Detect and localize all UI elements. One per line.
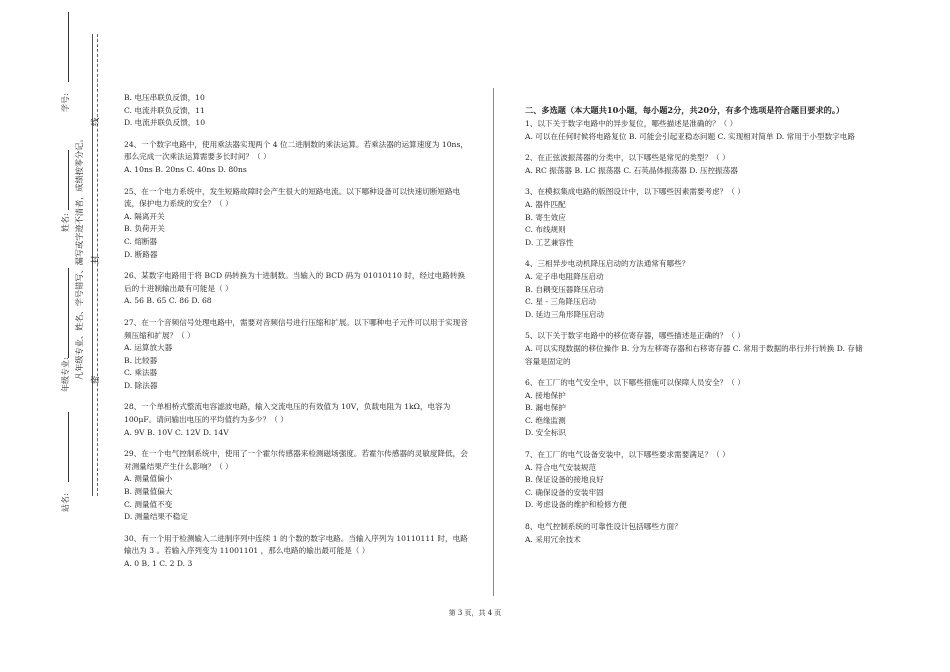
name-field-line: [68, 150, 69, 210]
binding-instruction: 凡年级专业、姓名、学号错写、漏写或字迹不清者，成绩按零分记。: [74, 134, 84, 380]
answer-option: C. 绝缘监测: [525, 415, 566, 425]
binding-dashed-line: [97, 34, 98, 496]
answer-option: C. 乘法器: [124, 368, 158, 378]
question-stem: 8、电气控制系统的可靠性设计包括哪些方面？: [525, 522, 682, 532]
answer-option: A. 9V B. 10V C. 12V D. 14V: [124, 427, 229, 437]
question-stem: 26、某数字电路用于将 BCD 码转换为十进制数。当输入的 BCD 码为 01010110 时，经过电路转换后的十进制输出最有可能是（ ）: [124, 271, 466, 293]
question-stem: 3、在模拟集成电路的版图设计中，以下哪些因素需要考虑？（ ）: [525, 187, 745, 197]
answer-option: A. 隔离开关: [124, 211, 165, 221]
seal-xian: 线: [91, 117, 101, 126]
spacer: [124, 392, 472, 401]
answer-option: B. 比较器: [124, 355, 158, 365]
answer-option: A. 定子串电阻降压启动: [525, 271, 604, 281]
school-label: 站名:: [61, 493, 70, 512]
answer-option: C. 电流并联负反馈，11: [124, 105, 205, 115]
answer-option: B. 漏电保护: [525, 403, 566, 413]
student-id-field-line: [68, 12, 69, 82]
answer-option: A. 运算放大器: [124, 343, 173, 353]
answer-option: A. 接地保护: [525, 390, 566, 400]
question-stem: 2、在正弦波振荡器的分类中，以下哪些是常见的类型？（ ）: [525, 153, 730, 163]
spacer: [124, 261, 472, 270]
answer-option: D. 电流并联负反馈，10: [124, 118, 206, 128]
answer-option: C. 熔断器: [124, 236, 158, 246]
spacer: [525, 512, 870, 521]
question-stem: 30、有一个用于检测输入二进制序列中连续 1 的个数的数字电路。当输入序列为 10110111 时，电路输出为 3 。若输入序列变为 11001101 ，那么电路的输出最可能是（ ）: [124, 533, 468, 556]
student-id-label: 学号:: [61, 93, 70, 112]
question-stem: 1、以下关于数字电路中的异步复位，哪些描述是准确的？（ ）: [525, 119, 738, 128]
answer-option: A. 可以在任何时候将电路复位 B. 可能会引起亚稳态问题 C. 实现相对简单 D. 常用于小型数字电路: [525, 131, 855, 141]
question-stem: 24、一个数字电路中，使用乘法器实现两个 4 位二进制数的乘法运算。若乘法器的运算速度为 10ns，那么完成一次乘法运算需要多长时间？（ ）: [124, 139, 468, 162]
answer-option: A. 10ns B. 20ns C. 40ns D. 80ns: [124, 164, 247, 174]
question-stem: 4、三相异步电动机降压启动的方法通常有哪些？: [525, 259, 690, 269]
spacer: [525, 177, 870, 186]
spacer: [124, 130, 472, 139]
page-footer: 第 3 页，共 4 页: [448, 609, 502, 617]
question-stem: 6、在工厂的电气安全中，以下哪些措施可以保障人员安全？（ ）: [525, 378, 745, 388]
answer-option: A. 可以实现数据的移位操作 B. 分为左移寄存器和右移寄存器 C. 常用于数据的串行并行转换 D. 存储容量是固定的: [525, 343, 863, 366]
name-label: 姓名:: [61, 213, 70, 232]
spacer: [525, 321, 870, 330]
answer-option: D. 考虑设备的维护和检修方便: [525, 500, 627, 510]
answer-option: A. 0 B. 1 C. 2 D. 3: [124, 559, 193, 568]
question-stem: 5、以下关于数字电路中的移位寄存器，哪些描述是正确的？（ ）: [525, 331, 745, 341]
answer-option: A. RC 振荡器 B. LC 振荡器 C. 石英晶体振荡器 D. 压控振荡器: [525, 165, 738, 175]
answer-option: D. 安全标识: [525, 428, 567, 438]
spacer: [124, 439, 472, 448]
spacer: [124, 308, 472, 317]
spacer: [525, 249, 870, 258]
answer-option: C. 测量值不变: [124, 499, 173, 509]
major-label: 年级专业:: [61, 357, 70, 392]
spacer: [124, 177, 472, 186]
question-stem: 25、在一个电力系统中，发生短路故障时会产生很大的短路电流。以下哪种设备可以快速切断短路电流，保护电力系统的安全？（ ）: [124, 186, 461, 209]
answer-option: B. 测量值偏大: [124, 487, 173, 497]
left-question-column: [124, 92, 472, 571]
answer-option: A. 采用冗余技术: [525, 534, 581, 544]
answer-option: C. 星 - 三角降压启动: [525, 297, 596, 307]
answer-option: B. 寄生效应: [525, 212, 566, 222]
answer-option: A. 测量值偏小: [124, 474, 173, 484]
answer-option: C. 确保设备的安装牢固: [525, 487, 604, 497]
seal-feng: 封: [91, 255, 101, 264]
answer-option: A. 符合电气安装规范: [525, 462, 597, 472]
answer-option: A. 56 B. 65 C. 86 D. 68: [124, 296, 212, 306]
answer-option: B. 保证设备的接地良好: [525, 475, 604, 485]
school-field-line: [68, 412, 69, 482]
answer-option: D. 工艺兼容性: [525, 237, 574, 247]
section-title: 二、多选题（本大题共10小题，每小题2分，共20分，有多个选项是符合题目要求的。）: [525, 105, 845, 115]
binding-solid-line: [92, 34, 93, 496]
question-stem: 7、在工厂的电气设备安装中，以下哪些要求需要满足？（ ）: [525, 450, 730, 460]
spacer: [124, 524, 472, 533]
right-question-column: [525, 104, 870, 546]
seal-mi: 密: [91, 375, 101, 384]
question-stem: 27、在一个音频信号处理电路中，需要对音频信号进行压缩和扩展。以下哪种电子元件可以用于实现音频压缩和扩展？（ ）: [124, 317, 468, 340]
major-field-line: [68, 268, 69, 358]
answer-option: D. 断路器: [124, 249, 158, 259]
spacer: [525, 143, 870, 152]
answer-option: D. 除法器: [124, 380, 158, 390]
answer-option: A. 器件匹配: [525, 199, 566, 209]
answer-option: D. 延边三角形降压启动: [525, 309, 604, 319]
answer-option: B. 自耦变压器降压启动: [525, 284, 604, 294]
answer-option: B. 负荷开关: [124, 224, 165, 234]
question-stem: 28、一个单相桥式整流电容滤波电路，输入交流电压的有效值为 10V，负载电阻为 1kΩ，电容为 100μF。请问输出电压的平均值约为多少？（ ）: [124, 402, 451, 425]
column-divider: [493, 88, 494, 596]
answer-option: B. 电压串联负反馈，10: [124, 93, 205, 102]
spacer: [525, 440, 870, 449]
question-stem: 29、在一个电气控制系统中，使用了一个霍尔传感器来检测磁场强度。若霍尔传感器的灵敏度降低，会对测量结果产生什么影响？（ ）: [124, 449, 468, 471]
answer-option: C. 布线规则: [525, 225, 566, 235]
answer-option: D. 测量结果不稳定: [124, 512, 188, 522]
spacer: [525, 368, 870, 377]
